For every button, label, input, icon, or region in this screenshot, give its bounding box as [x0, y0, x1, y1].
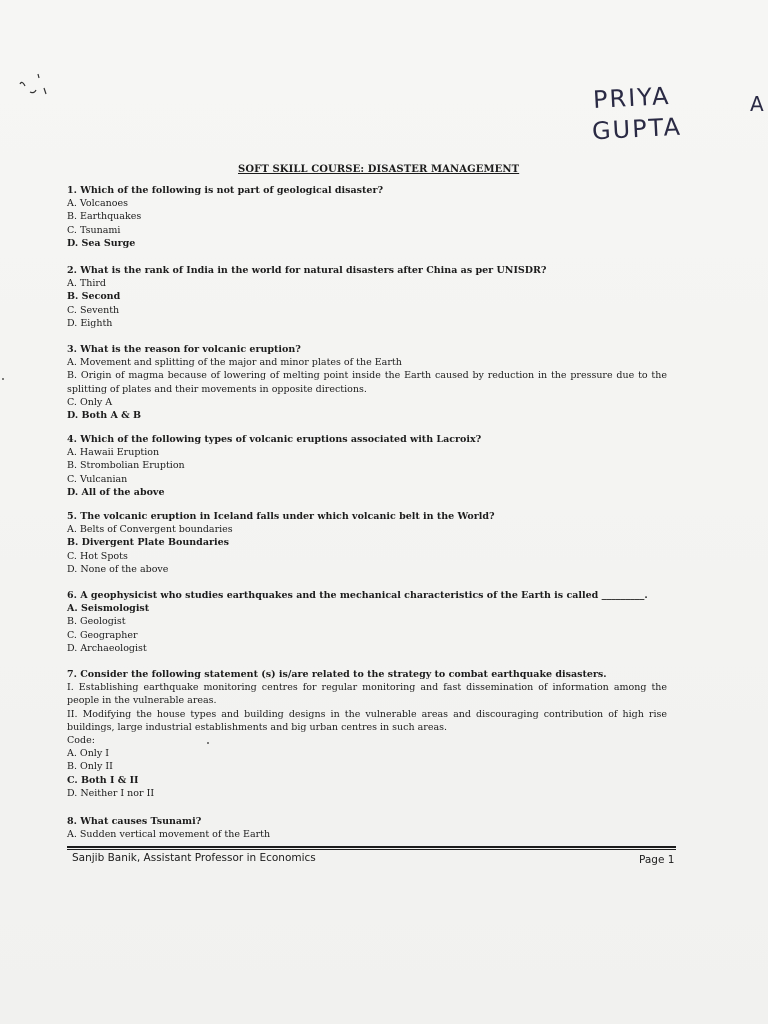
question-1: [67, 184, 667, 250]
question-text: 3. What is the reason for volcanic eruption?: [67, 344, 301, 355]
footer-divider-thick: [67, 846, 676, 848]
option: B. Earthquakes: [67, 211, 142, 223]
handwritten-edge-mark: A: [750, 92, 764, 116]
option-answer: A. Seismologist: [67, 603, 150, 615]
handwritten-name-first: PRIYA: [592, 81, 672, 115]
statement: II. Modifying the house types and building designs in the vulnerable areas and discouraging contribution of high rise buildings, large industrial establishments and big urban centres in such areas.: [67, 708, 667, 733]
footer-author: Sanjib Banik, Assistant Professor in Economics: [72, 852, 316, 864]
question-5: [67, 510, 667, 576]
option: C. Hot Spots: [67, 550, 128, 562]
pen-scribble-mark: [16, 70, 56, 100]
option: A. Hawaii Eruption: [67, 447, 160, 459]
question-text: 6. A geophysicist who studies earthquakes and the mechanical characteristics of the Earth is called _________.: [67, 590, 648, 601]
option: A. Volcanoes: [67, 198, 128, 210]
option: C. Tsunami: [67, 224, 121, 236]
option: C. Geographer: [67, 629, 138, 641]
page-number: Page 1: [639, 854, 675, 866]
question-text: 7. Consider the following statement (s) is/are related to the strategy to combat earthquake disasters.: [67, 669, 607, 680]
option: C. Seventh: [67, 304, 120, 316]
handwritten-name-last: GUPTA: [591, 112, 683, 146]
footer-divider-thin: [67, 849, 676, 850]
question-4: [67, 433, 667, 499]
option: D. Eighth: [67, 317, 113, 329]
ink-speck: [207, 742, 209, 744]
option-answer: D. Both A & B: [67, 410, 142, 422]
question-text: 8. What causes Tsunami?: [67, 816, 202, 827]
question-2: [67, 264, 667, 330]
option: D. Archaeologist: [67, 642, 147, 654]
option: A. Only I: [67, 748, 109, 760]
option-answer: B. Second: [67, 291, 121, 303]
option-answer: C. Both I & II: [67, 774, 139, 786]
question-text: 5. The volcanic eruption in Iceland falls under which volcanic belt in the World?: [67, 511, 495, 522]
option-answer: D. Sea Surge: [67, 237, 136, 249]
option: B. Geologist: [67, 616, 126, 628]
question-7: [67, 668, 667, 800]
option: D. Neither I nor II: [67, 787, 155, 799]
option: C. Only A: [67, 396, 113, 408]
ink-speck: [2, 378, 4, 380]
question-3: [67, 343, 667, 422]
option: A. Belts of Convergent boundaries: [67, 524, 233, 536]
option: A. Third: [67, 278, 107, 290]
option-answer: B. Divergent Plate Boundaries: [67, 537, 229, 549]
question-text: 1. Which of the following is not part of geological disaster?: [67, 185, 384, 196]
code-label: Code:: [67, 735, 95, 747]
option-answer: D. All of the above: [67, 486, 165, 498]
document-title: SOFT SKILL COURSE: DISASTER MANAGEMENT: [238, 164, 520, 175]
option: B. Strombolian Eruption: [67, 460, 185, 472]
option: A. Sudden vertical movement of the Earth: [67, 829, 271, 841]
statement: B. Origin of magma because of lowering of melting point inside the Earth caused by reduction in the pressure due to the splitting of plates and their movements in opposite directions.: [67, 370, 667, 395]
question-text: 4. Which of the following types of volcanic eruptions associated with Lacroix?: [67, 434, 482, 445]
question-text: 2. What is the rank of India in the world for natural disasters after China as per UNISDR?: [67, 265, 547, 276]
option: C. Vulcanian: [67, 473, 128, 485]
option: D. None of the above: [67, 563, 169, 575]
question-8: [67, 815, 667, 841]
option: B. Only II: [67, 761, 113, 773]
question-6: [67, 589, 667, 655]
statement: I. Establishing earthquake monitoring centres for regular monitoring and fast dissemination of information among the people in the vulnerable areas.: [67, 682, 667, 707]
statement: A. Movement and splitting of the major and minor plates of the Earth: [67, 357, 402, 369]
